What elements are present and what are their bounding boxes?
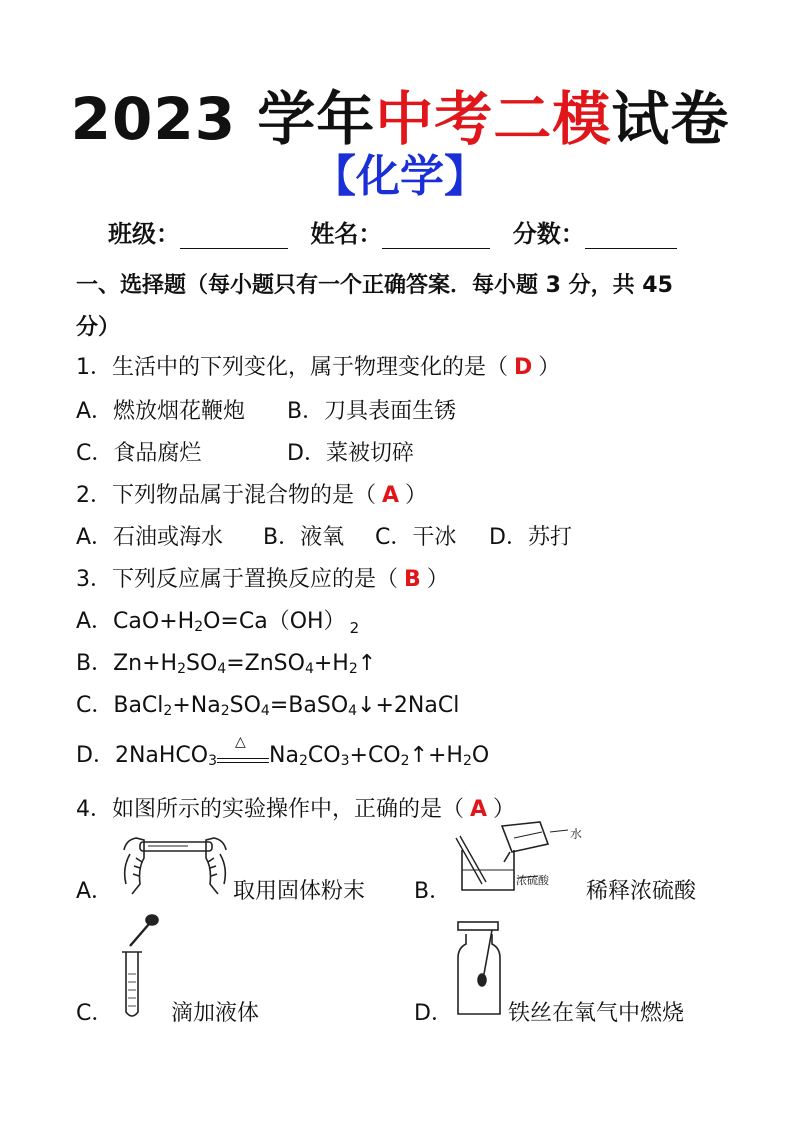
q1-option-d: D．菜被切碎 <box>287 441 414 466</box>
class-label: 班级： <box>108 220 180 248</box>
title-part-red: 中考二模 <box>375 85 612 153</box>
q4-option-b-letter: B． <box>414 879 452 904</box>
q4-option-d-text: 铁丝在氧气中燃烧 <box>508 1001 685 1026</box>
q2-option-a: A．石油或海水 <box>76 525 224 550</box>
q4-option-a-text: 取用固体粉末 <box>233 879 366 904</box>
q3-stem <box>76 562 449 593</box>
title-part-2: 试卷 <box>611 85 730 153</box>
q2-option-d: D．苏打 <box>489 525 572 550</box>
name-label: 姓名： <box>310 220 383 248</box>
subject-title: 【化学】 <box>312 151 488 202</box>
q2-option-b: B．液氧 <box>263 525 345 550</box>
q4-option-b-text: 稀释浓硫酸 <box>586 879 697 904</box>
q2-stem <box>76 478 427 509</box>
q2-option-c: C．干冰 <box>375 525 457 550</box>
figure-b-dilution-icon <box>452 818 584 898</box>
q1-option-b: B．刀具表面生锈 <box>287 399 457 424</box>
heat-condition-sign: △ <box>217 744 269 768</box>
q3-answer: B <box>404 567 421 592</box>
q3-option-a: A．$CaO+H_2O=Ca(OH)$ $_2$ <box>76 609 360 637</box>
q4-answer: A <box>470 797 488 822</box>
q1-option-c: C．食品腐烂 <box>76 441 202 466</box>
q4-option-c-letter: C． <box>76 1001 114 1026</box>
q2-close: ） <box>405 483 428 508</box>
q3-option-b: B．$Zn+H_2SO_4=ZnSO_4+H_2↑$ <box>76 651 377 677</box>
q3-option-d: D．2NaHCO$_3$ △ $Na_2CO_3+CO_2↑+H_2O$ <box>76 734 490 769</box>
q4-option-d-letter: D． <box>414 1001 453 1026</box>
figure-b-acid-label: 浓硫酸 <box>516 874 549 887</box>
q3-option-c: C．$BaCl_2+Na_2SO_4=BaSO_4↓+2NaCl$ <box>76 693 460 719</box>
figure-a-powder-icon <box>118 828 232 898</box>
q4-stem-text: 4．如图所示的实验操作中，正确的是（ <box>76 797 464 822</box>
score-label: 分数： <box>512 220 585 248</box>
q4-stem <box>76 792 515 823</box>
class-blank[interactable] <box>180 222 288 249</box>
q3-stem-text: 3．下列反应属于置换反应的是（ <box>76 567 398 592</box>
q4-option-a-letter: A． <box>76 879 114 904</box>
q1-stem <box>76 350 560 381</box>
section-header-line2: 分） <box>76 315 121 340</box>
student-info-line <box>108 214 691 249</box>
figure-b-water-label: 水 <box>570 827 583 841</box>
q1-option-a: A．燃放烟花鞭炮 <box>76 399 246 424</box>
q4-option-c-text: 滴加液体 <box>171 1001 260 1026</box>
q4-close: ） <box>493 797 516 822</box>
name-blank[interactable] <box>382 222 490 249</box>
section-header-line1: 一、选择题（每小题只有一个正确答案．每小题 3 分，共 45 <box>76 273 673 298</box>
figure-d-bottle-icon <box>452 918 508 1022</box>
figure-c-dropper-icon <box>116 912 166 1022</box>
q2-answer: A <box>382 483 400 508</box>
q1-answer: D <box>514 355 533 380</box>
q1-close: ） <box>538 355 561 380</box>
q2-stem-text: 2．下列物品属于混合物的是（ <box>76 483 376 508</box>
score-blank[interactable] <box>585 222 677 249</box>
q3-close: ） <box>426 567 449 592</box>
title-part-1: 2023 学年 <box>70 85 376 153</box>
q1-stem-text: 1．生活中的下列变化，属于物理变化的是（ <box>76 355 508 380</box>
